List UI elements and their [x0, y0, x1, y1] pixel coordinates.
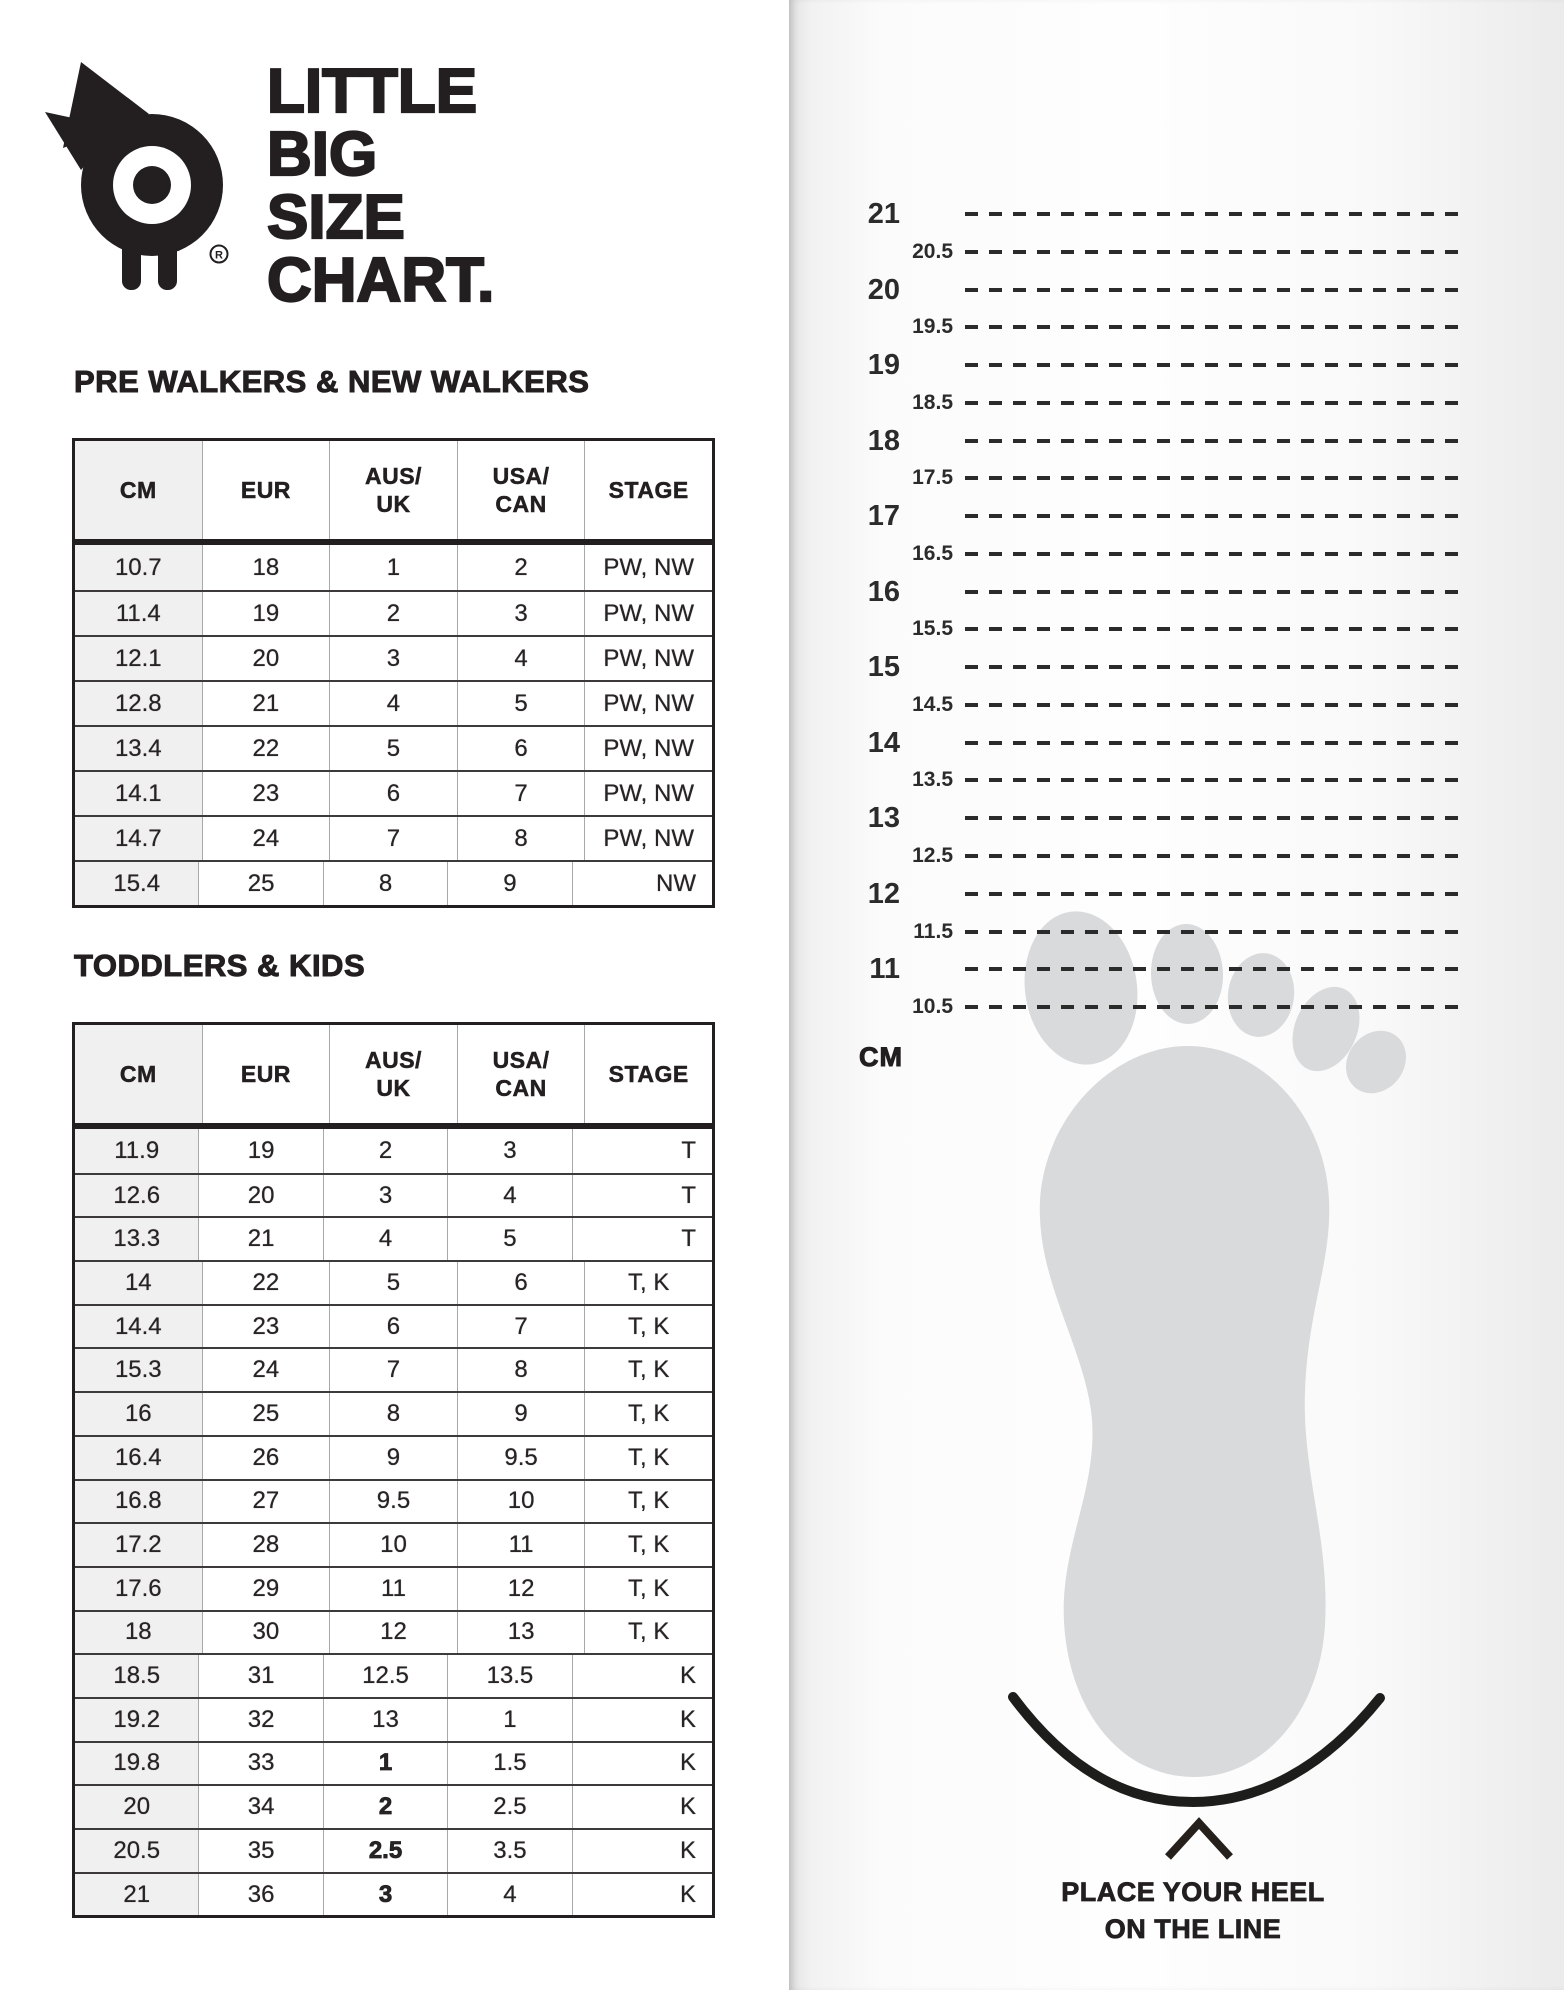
table-row [75, 1304, 712, 1348]
column-header: AUS/ UK [330, 441, 458, 539]
cell-usa: 8 [458, 817, 586, 860]
cell-eur: 33 [199, 1743, 323, 1785]
cell-cm: 11.9 [75, 1129, 199, 1173]
cell-eur: 24 [203, 1349, 331, 1391]
table-row [75, 590, 712, 635]
cell-usa: 2 [458, 545, 586, 590]
ruler-dashed-line [965, 930, 1467, 934]
ruler-tick-label: 17.5 [912, 466, 953, 490]
cell-auk: 13 [324, 1699, 448, 1741]
cell-stage: T, K [628, 1574, 670, 1602]
ruler-tick-label: 15 [867, 651, 900, 684]
ruler-dashed-line [965, 816, 1467, 820]
cell-auk: 3 [330, 637, 458, 680]
table-row [75, 1347, 712, 1391]
ruler-line [789, 196, 1564, 232]
ruler-line [789, 800, 1564, 836]
ruler-dashed-line [965, 854, 1467, 858]
cell-auk: 2 [330, 592, 458, 635]
table-row [75, 1741, 712, 1785]
cell-usa: 4 [458, 637, 586, 680]
cell-eur: 20 [199, 1175, 323, 1217]
cell-eur: 22 [203, 1262, 331, 1304]
cell-cm: 18 [75, 1612, 203, 1654]
cell-eur: 18 [203, 545, 331, 590]
cell-usa: 10 [458, 1481, 586, 1523]
cell-auk: 2 [324, 1786, 448, 1828]
ruler-dashed-line [965, 363, 1467, 367]
cell-usa: 4 [448, 1874, 572, 1916]
cell-stage: PW, NW [603, 553, 694, 581]
table-row [75, 1828, 712, 1872]
cell-stage: K [680, 1836, 697, 1864]
cell-usa: 7 [458, 772, 586, 815]
cell-stage: T [681, 1225, 697, 1253]
cell-cm: 16.8 [75, 1481, 203, 1523]
ruler-dashed-line [965, 703, 1467, 707]
ruler-line [789, 309, 1564, 345]
ruler-line [789, 234, 1564, 270]
column-header: EUR [203, 441, 331, 539]
table-header-row [75, 1025, 712, 1129]
column-header: CM [75, 441, 203, 539]
cell-cm: 15.4 [75, 862, 199, 905]
ruler-tick-label: 16 [867, 575, 900, 608]
cell-stage: PW, NW [603, 599, 694, 627]
cell-auk: 2 [324, 1129, 448, 1173]
cell-usa: 3.5 [448, 1830, 572, 1872]
cell-usa: 13.5 [448, 1655, 572, 1697]
table-row [75, 815, 712, 860]
column-header: CM [75, 1025, 203, 1123]
ruler-line [789, 876, 1564, 912]
cell-stage: T, K [628, 1399, 670, 1427]
cell-stage: NW [656, 869, 697, 897]
heel-instruction [943, 1874, 1443, 1948]
cell-cm: 13.4 [75, 727, 203, 770]
ruler-tick-label: 18.5 [912, 390, 953, 414]
cell-eur: 21 [203, 682, 331, 725]
ruler-dashed-line [965, 590, 1467, 594]
column-header: USA/ CAN [458, 1025, 586, 1123]
cell-cm: 21 [75, 1874, 199, 1916]
ruler-line [789, 611, 1564, 647]
cell-usa: 6 [458, 1262, 586, 1304]
cell-stage: K [680, 1705, 697, 1733]
table-row [75, 680, 712, 725]
wordmark-line: BIG [267, 120, 378, 189]
heel-instruction-line: ON THE LINE [1104, 1914, 1282, 1944]
table-row [75, 770, 712, 815]
ruler-tick-label: 11.5 [913, 919, 953, 943]
ruler-line [789, 838, 1564, 874]
cell-stage: T, K [628, 1487, 670, 1515]
cell-usa: 5 [458, 682, 586, 725]
ruler-dashed-line [965, 552, 1467, 556]
cell-eur: 27 [203, 1481, 331, 1523]
ruler-unit-label: CM [859, 1042, 903, 1072]
cell-auk: 4 [324, 1218, 448, 1260]
wordmark-line: CHART. [267, 246, 495, 315]
cell-stage: PW, NW [603, 644, 694, 672]
column-header: STAGE [608, 1061, 689, 1087]
chevron-up-icon [1168, 1823, 1230, 1857]
toddlers-size-table [72, 1022, 715, 1918]
svg-text:R: R [215, 249, 223, 262]
ruler-line [789, 423, 1564, 459]
ruler-tick-label: 11 [869, 953, 900, 986]
table-row [75, 1522, 712, 1566]
ruler-line [789, 649, 1564, 685]
cell-eur: 25 [203, 1393, 331, 1435]
ruler-dashed-line [965, 288, 1467, 292]
prewalkers-section-title: PRE WALKERS & NEW WALKERS [74, 364, 590, 399]
cell-eur: 23 [203, 772, 331, 815]
cell-eur: 31 [199, 1655, 323, 1697]
table-row [75, 1391, 712, 1435]
cell-usa: 3 [448, 1129, 572, 1173]
cell-usa: 1.5 [448, 1743, 572, 1785]
ruler-tick-label: 20.5 [912, 239, 953, 263]
column-header: STAGE [608, 477, 689, 503]
cell-auk: 9.5 [330, 1481, 458, 1523]
cell-stage: T, K [628, 1268, 670, 1296]
ruler-line [789, 460, 1564, 496]
ruler-tick-label: 12 [867, 877, 900, 910]
ruler-dashed-line [965, 514, 1467, 518]
ruler-tick-label: 14 [867, 726, 900, 759]
ruler-line [789, 687, 1564, 723]
cell-cm: 19.2 [75, 1699, 199, 1741]
cell-auk: 5 [330, 727, 458, 770]
ruler-dashed-line [965, 741, 1467, 745]
ruler-line [789, 989, 1564, 1025]
cell-cm: 10.7 [75, 545, 203, 590]
cell-stage: K [680, 1662, 697, 1690]
registered-mark-icon [211, 246, 228, 263]
ruler-line [789, 347, 1564, 383]
cell-cm: 16.4 [75, 1437, 203, 1479]
ruler-dashed-line [965, 250, 1467, 254]
cell-auk: 2.5 [324, 1830, 448, 1872]
ruler-line [789, 762, 1564, 798]
column-header: AUS/ UK [330, 1025, 458, 1123]
table-row [75, 1610, 712, 1654]
cell-usa: 3 [458, 592, 586, 635]
cell-cm: 14.7 [75, 817, 203, 860]
table-row [75, 1653, 712, 1697]
cell-usa: 12 [458, 1568, 586, 1610]
toddlers-section-title: TODDLERS & KIDS [74, 948, 366, 983]
cell-eur: 19 [203, 592, 331, 635]
cell-usa: 9 [458, 1393, 586, 1435]
ruler-tick-label: 19.5 [912, 315, 953, 339]
table-row [75, 860, 712, 905]
ruler-dashed-line [965, 892, 1467, 896]
heel-instruction-line: PLACE YOUR HEEL [1061, 1877, 1325, 1907]
column-header: USA/ CAN [458, 441, 586, 539]
cell-eur: 25 [199, 862, 323, 905]
table-row [75, 635, 712, 680]
cell-stage: T, K [628, 1443, 670, 1471]
ruler-line [789, 914, 1564, 950]
ruler-tick-label: 16.5 [912, 541, 953, 565]
cell-cm: 11.4 [75, 592, 203, 635]
cell-auk: 3 [324, 1175, 448, 1217]
cell-usa: 1 [448, 1699, 572, 1741]
cell-cm: 12.6 [75, 1175, 199, 1217]
cell-eur: 19 [199, 1129, 323, 1173]
cell-auk: 10 [330, 1524, 458, 1566]
ruler-tick-label: 20 [867, 273, 900, 306]
cell-eur: 28 [203, 1524, 331, 1566]
cell-stage: PW, NW [603, 779, 694, 807]
cell-auk: 5 [330, 1262, 458, 1304]
ruler-dashed-line [965, 1005, 1467, 1009]
table-row [75, 1479, 712, 1523]
cell-auk: 9 [330, 1437, 458, 1479]
cell-auk: 7 [330, 817, 458, 860]
cell-eur: 20 [203, 637, 331, 680]
cell-cm: 12.1 [75, 637, 203, 680]
table-row [75, 1784, 712, 1828]
brand-wordmark [267, 57, 495, 315]
ruler-tick-label: 21 [867, 198, 900, 231]
ruler-dashed-line [965, 627, 1467, 631]
ruler-line [789, 385, 1564, 421]
cell-eur: 22 [203, 727, 331, 770]
ruler-tick-label: 13 [867, 802, 900, 835]
cell-stage: PW, NW [603, 824, 694, 852]
ruler-dashed-line [965, 401, 1467, 405]
cell-cm: 14.1 [75, 772, 203, 815]
cell-stage: T, K [628, 1312, 670, 1340]
cell-stage: T, K [628, 1531, 670, 1559]
bird-logo-icon [45, 52, 245, 297]
cell-stage: T [681, 1136, 697, 1164]
ruler-dashed-line [965, 212, 1467, 216]
cell-usa: 2.5 [448, 1786, 572, 1828]
wordmark-line: LITTLE [267, 57, 478, 126]
cell-stage: T, K [628, 1356, 670, 1384]
column-header: EUR [203, 1025, 331, 1123]
cell-eur: 23 [203, 1306, 331, 1348]
ruler-dashed-line [965, 778, 1467, 782]
cell-cm: 20 [75, 1786, 199, 1828]
ruler-tick-label: 19 [867, 349, 900, 382]
table-row [75, 1697, 712, 1741]
cell-eur: 36 [199, 1874, 323, 1916]
brand-logo [45, 52, 605, 322]
ruler-tick-label: 18 [867, 424, 900, 457]
cell-cm: 14.4 [75, 1306, 203, 1348]
ruler-dashed-line [965, 325, 1467, 329]
measurement-panel [789, 0, 1564, 1990]
cell-cm: 13.3 [75, 1218, 199, 1260]
table-row [75, 1435, 712, 1479]
cell-usa: 11 [458, 1524, 586, 1566]
cell-usa: 7 [458, 1306, 586, 1348]
cell-auk: 4 [330, 682, 458, 725]
cell-auk: 11 [330, 1568, 458, 1610]
ruler-tick-label: 13.5 [912, 768, 953, 792]
cell-auk: 8 [324, 862, 448, 905]
table-row [75, 545, 712, 590]
cell-usa: 6 [458, 727, 586, 770]
cell-auk: 7 [330, 1349, 458, 1391]
ruler-dashed-line [965, 476, 1467, 480]
ruler-tick-label: 17 [867, 500, 900, 533]
ruler-line [789, 725, 1564, 761]
cell-eur: 32 [199, 1699, 323, 1741]
cell-stage: K [680, 1793, 697, 1821]
cell-auk: 6 [330, 772, 458, 815]
cell-cm: 18.5 [75, 1655, 199, 1697]
cell-usa: 13 [458, 1612, 586, 1654]
table-row [75, 1566, 712, 1610]
cell-auk: 8 [330, 1393, 458, 1435]
cell-auk: 12 [330, 1612, 458, 1654]
cell-usa: 9 [448, 862, 572, 905]
ruler-tick-label: 14.5 [912, 692, 953, 716]
cell-stage: K [680, 1880, 697, 1908]
cell-cm: 20.5 [75, 1830, 199, 1872]
cell-auk: 3 [324, 1874, 448, 1916]
cell-eur: 29 [203, 1568, 331, 1610]
cell-stage: K [680, 1749, 697, 1777]
cell-cm: 17.6 [75, 1568, 203, 1610]
ruler-line [789, 536, 1564, 572]
ruler-line [789, 951, 1564, 987]
cell-eur: 21 [199, 1218, 323, 1260]
ruler-line [789, 498, 1564, 534]
table-row [75, 725, 712, 770]
cell-cm: 12.8 [75, 682, 203, 725]
cell-auk: 12.5 [324, 1655, 448, 1697]
cell-stage: T [681, 1181, 697, 1209]
cell-cm: 14 [75, 1262, 203, 1304]
ruler-tick-label: 10.5 [912, 995, 953, 1019]
table-row [75, 1173, 712, 1217]
prewalkers-size-table [72, 438, 715, 908]
ruler-tick-label: 15.5 [912, 617, 953, 641]
ruler-line [789, 574, 1564, 610]
cell-auk: 1 [330, 545, 458, 590]
cell-eur: 26 [203, 1437, 331, 1479]
ruler-tick-label: 12.5 [912, 844, 953, 867]
cell-auk: 6 [330, 1306, 458, 1348]
cell-eur: 24 [203, 817, 331, 860]
cell-cm: 19.8 [75, 1743, 199, 1785]
ruler-line [789, 272, 1564, 308]
table-row [75, 1872, 712, 1916]
cell-usa: 9.5 [458, 1437, 586, 1479]
cell-usa: 8 [458, 1349, 586, 1391]
cell-stage: T, K [628, 1618, 670, 1646]
cell-usa: 5 [448, 1218, 572, 1260]
cell-cm: 15.3 [75, 1349, 203, 1391]
cell-auk: 1 [324, 1743, 448, 1785]
table-row [75, 1216, 712, 1260]
cell-eur: 35 [199, 1830, 323, 1872]
cell-cm: 17.2 [75, 1524, 203, 1566]
cell-cm: 16 [75, 1393, 203, 1435]
cell-stage: PW, NW [603, 689, 694, 717]
table-row [75, 1129, 712, 1173]
table-header-row [75, 441, 712, 545]
cell-stage: PW, NW [603, 734, 694, 762]
cell-usa: 4 [448, 1175, 572, 1217]
ruler-dashed-line [965, 967, 1467, 971]
table-row [75, 1260, 712, 1304]
cell-eur: 34 [199, 1786, 323, 1828]
cell-eur: 30 [203, 1612, 331, 1654]
ruler-dashed-line [965, 665, 1467, 669]
wordmark-line: SIZE [267, 183, 405, 252]
ruler-dashed-line [965, 439, 1467, 443]
